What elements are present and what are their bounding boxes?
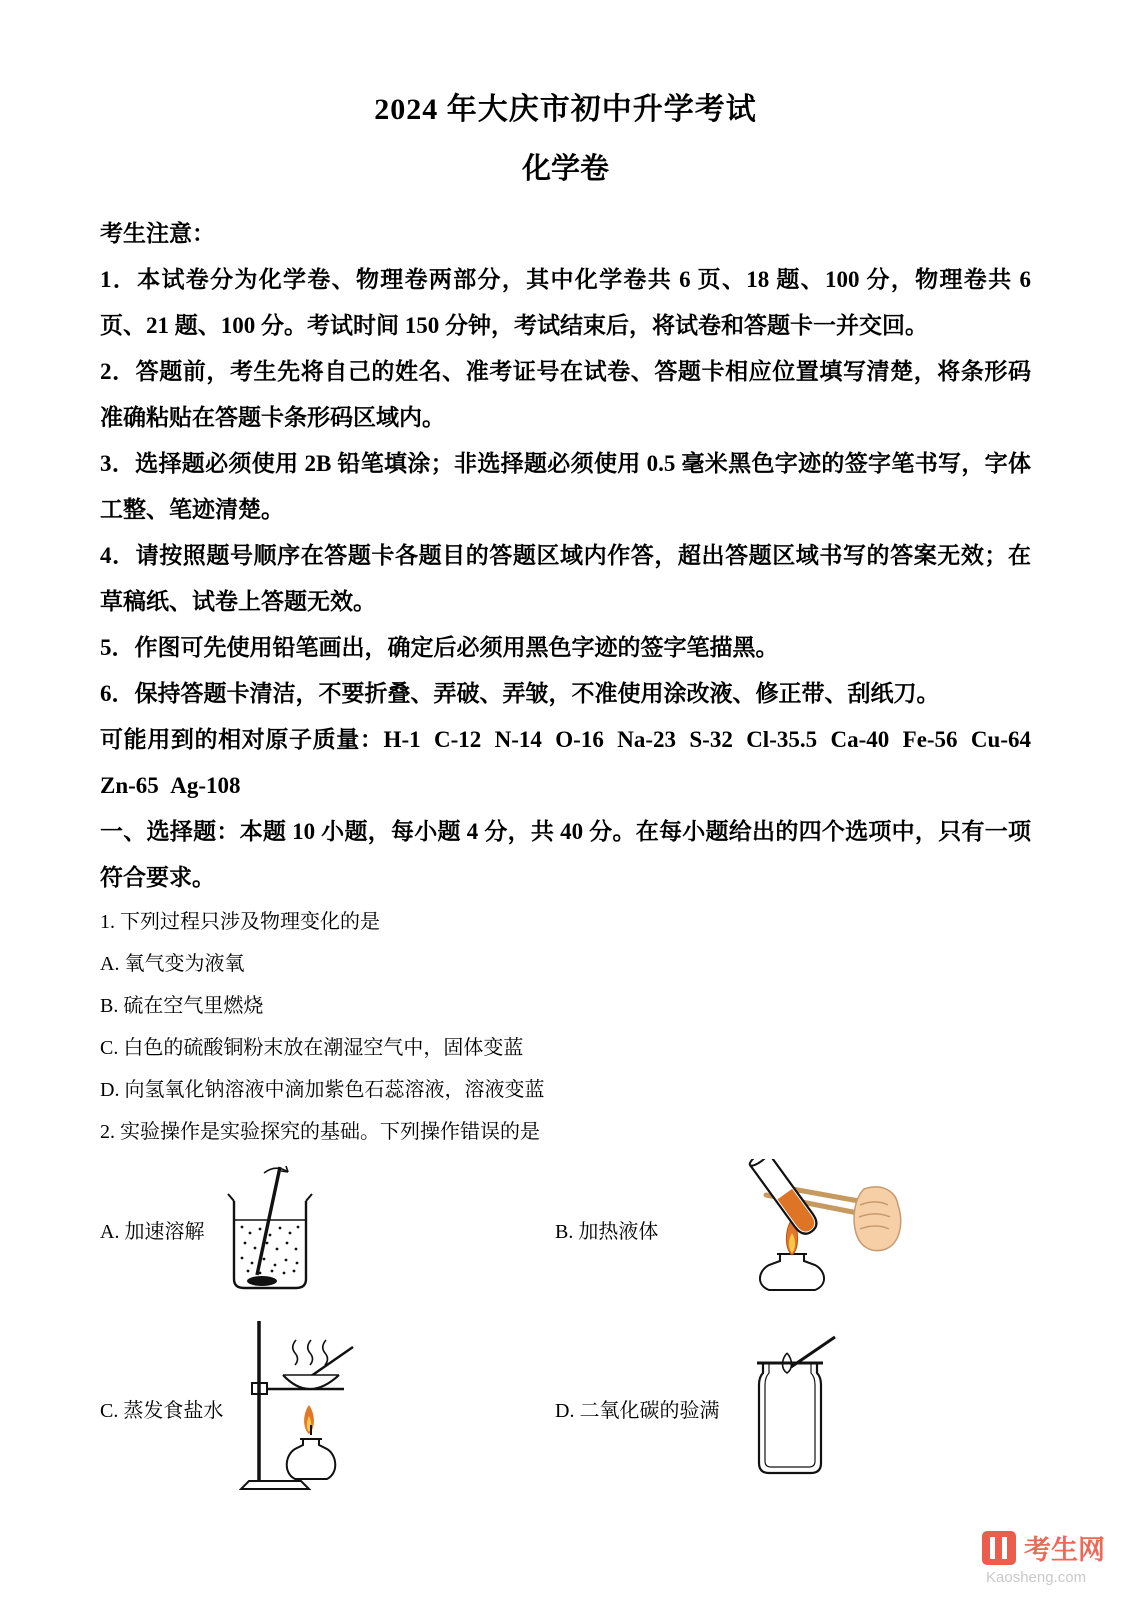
q1-option-d: D. 向氢氧化钠溶液中滴加紫色石蕊溶液，溶液变蓝	[100, 1079, 545, 1101]
section-one-heading: 一、选择题：本题 10 小题，每小题 4 分，共 40 分。在每小题给出的四个选项中，只有一项符合要求。	[100, 819, 1031, 890]
q2-option-b-label: B. 加热液体	[555, 1220, 659, 1243]
notice-item-5: 5．作图可先使用铅笔画出，确定后必须用黑色字迹的签字笔描黑。	[100, 635, 779, 660]
notice-item-6: 6．保持答题卡清洁，不要折叠、弄破、弄皱，不准使用涂改液、修正带、刮纸刀。	[100, 681, 940, 706]
q2-options-row-2	[100, 1313, 1031, 1503]
q2-option-d	[555, 1333, 1010, 1483]
question-1	[100, 901, 1031, 1111]
watermark-row	[982, 1528, 1105, 1567]
watermark-site-name: 考生网	[1024, 1535, 1105, 1565]
co2-full-test-icon	[735, 1333, 845, 1483]
evaporating-setup-icon	[239, 1313, 374, 1503]
page-subtitle: 化学卷	[521, 153, 609, 185]
q2-option-c-label: C. 蒸发食盐水	[100, 1399, 224, 1422]
q2-option-a-label: A. 加速溶解	[100, 1220, 205, 1243]
site-watermark	[982, 1528, 1105, 1586]
page-title: 2024 年大庆市初中升学考试	[374, 93, 757, 126]
atomic-masses-line: 可能用到的相对原子质量：H-1 C-12 N-14 O-16 Na-23 S-32 Cl-35.5 Ca-40 Fe-56 Cu-64 Zn-65 Ag-108	[100, 727, 1031, 798]
notice-section	[100, 211, 1031, 809]
q2-options-row-1	[100, 1159, 1031, 1299]
q2-option-d-label: D. 二氧化碳的验满	[555, 1399, 720, 1422]
kaosheng-logo-icon	[982, 1531, 1016, 1565]
dissolving-beaker-icon	[220, 1163, 320, 1295]
notice-item-1: 1．本试卷分为化学卷、物理卷两部分，其中化学卷共 6 页、18 题、100 分，物理卷共 6 页、21 题、100 分。考试时间 150 分钟，考试结束后，将试卷和答题卡一并交回。	[100, 267, 1031, 338]
q2-option-c	[100, 1313, 555, 1503]
q1-option-c: C. 白色的硫酸铜粉末放在潮湿空气中，固体变蓝	[100, 1037, 524, 1059]
q2-stem: 2. 实验操作是实验探究的基础。下列操作错误的是	[100, 1121, 540, 1143]
notice-item-4: 4．请按照题号顺序在答题卡各题目的答题区域内作答，超出答题区域书写的答案无效；在草稿纸、试卷上答题无效。	[100, 543, 1031, 614]
heating-liquid-icon	[674, 1159, 904, 1299]
q2-option-a	[100, 1163, 555, 1295]
watermark-site-url: Kaosheng.com	[986, 1569, 1087, 1586]
question-2	[100, 1111, 1031, 1503]
q1-stem: 1. 下列过程只涉及物理变化的是	[100, 911, 380, 933]
notice-heading: 考生注意：	[100, 221, 215, 246]
notice-item-2: 2．答题前，考生先将自己的姓名、准考证号在试卷、答题卡相应位置填写清楚，将条形码准确粘贴在答题卡条形码区域内。	[100, 359, 1031, 430]
q2-option-b	[555, 1159, 1010, 1299]
notice-item-3: 3．选择题必须使用 2B 铅笔填涂；非选择题必须使用 0.5 毫米黑色字迹的签字笔书写，字体工整、笔迹清楚。	[100, 451, 1031, 522]
q1-option-a: A. 氧气变为液氧	[100, 953, 245, 975]
q1-option-b: B. 硫在空气里燃烧	[100, 995, 264, 1017]
